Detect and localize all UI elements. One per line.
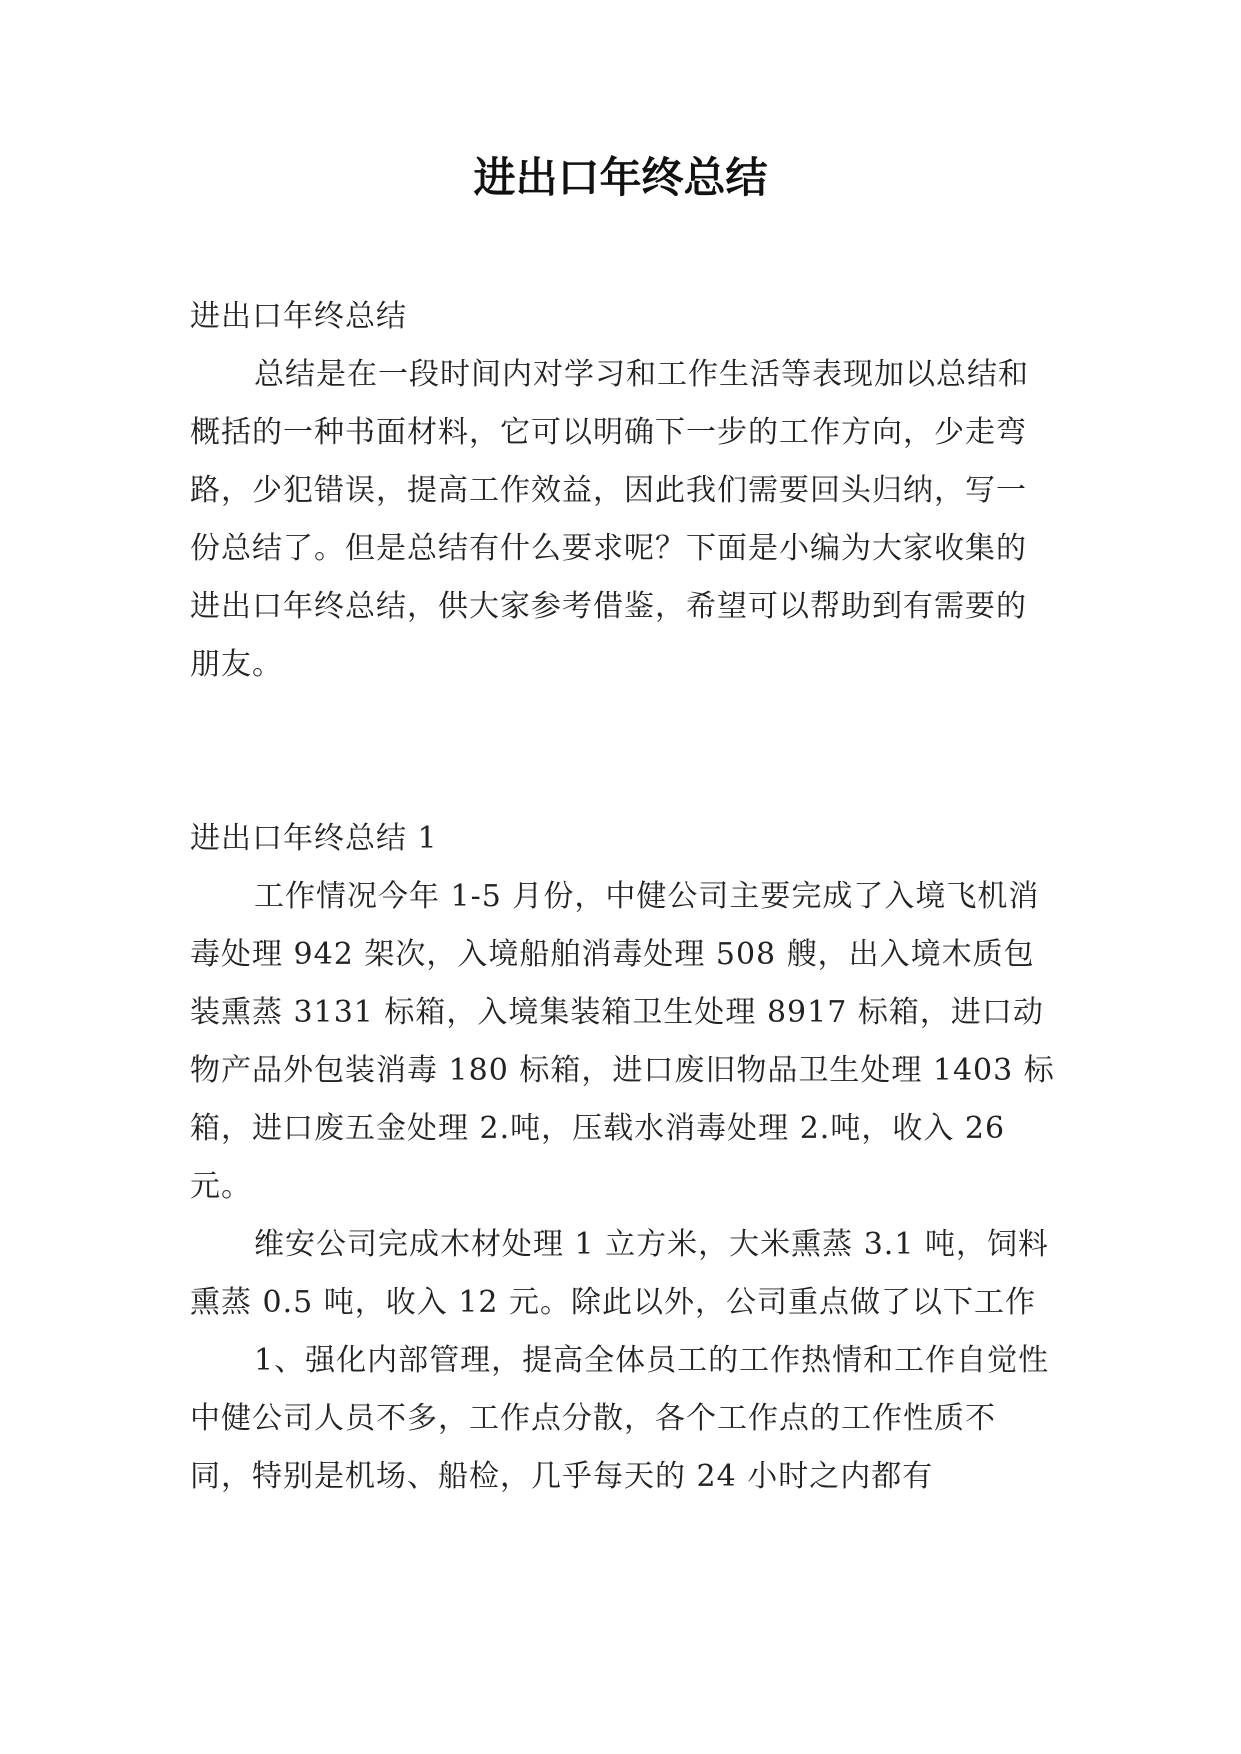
paragraph-weian-company: 维安公司完成木材处理 1 立方米，大米熏蒸 3.1 吨，饲料熏蒸 0.5 吨，收入 12 元。除此以外，公司重点做了以下工作: [190, 1227, 1049, 1320]
paragraph-work-status: 工作情况今年 1-5 月份，中健公司主要完成了入境飞机消毒处理 942 架次，入境船舶消毒处理 508 艘，出入境木质包装熏蒸 3131 标箱，入境集装箱卫生处理 8917 标箱，进口动物产品外包装消毒 180 标箱，进口废旧物品卫生处理 1403 标箱，进口废五金处理 2.吨，压载水消毒处理 2.吨，收入 26 元。: [190, 879, 1055, 1204]
intro-heading: 进出口年终总结: [190, 299, 407, 334]
document-body: [190, 288, 1055, 1506]
section-heading: 进出口年终总结 1: [190, 821, 438, 856]
document-title: 进出口年终总结: [473, 153, 768, 202]
section-spacer: [190, 694, 1055, 810]
intro-paragraph: 总结是在一段时间内对学习和工作生活等表现加以总结和概括的一种书面材料，它可以明确下一步的工作方向，少走弯路，少犯错误，提高工作效益，因此我们需要回头归纳，写一份总结了。但是总结有什么要求呢？下面是小编为大家收集的进出口年终总结，供大家参考借鉴，希望可以帮助到有需要的朋友。: [190, 357, 1029, 682]
paragraph-internal-management: 1、强化内部管理，提高全体员工的工作热情和工作自觉性中健公司人员不多，工作点分散，各个工作点的工作性质不同，特别是机场、船检，几乎每天的 24 小时之内都有: [190, 1343, 1050, 1494]
